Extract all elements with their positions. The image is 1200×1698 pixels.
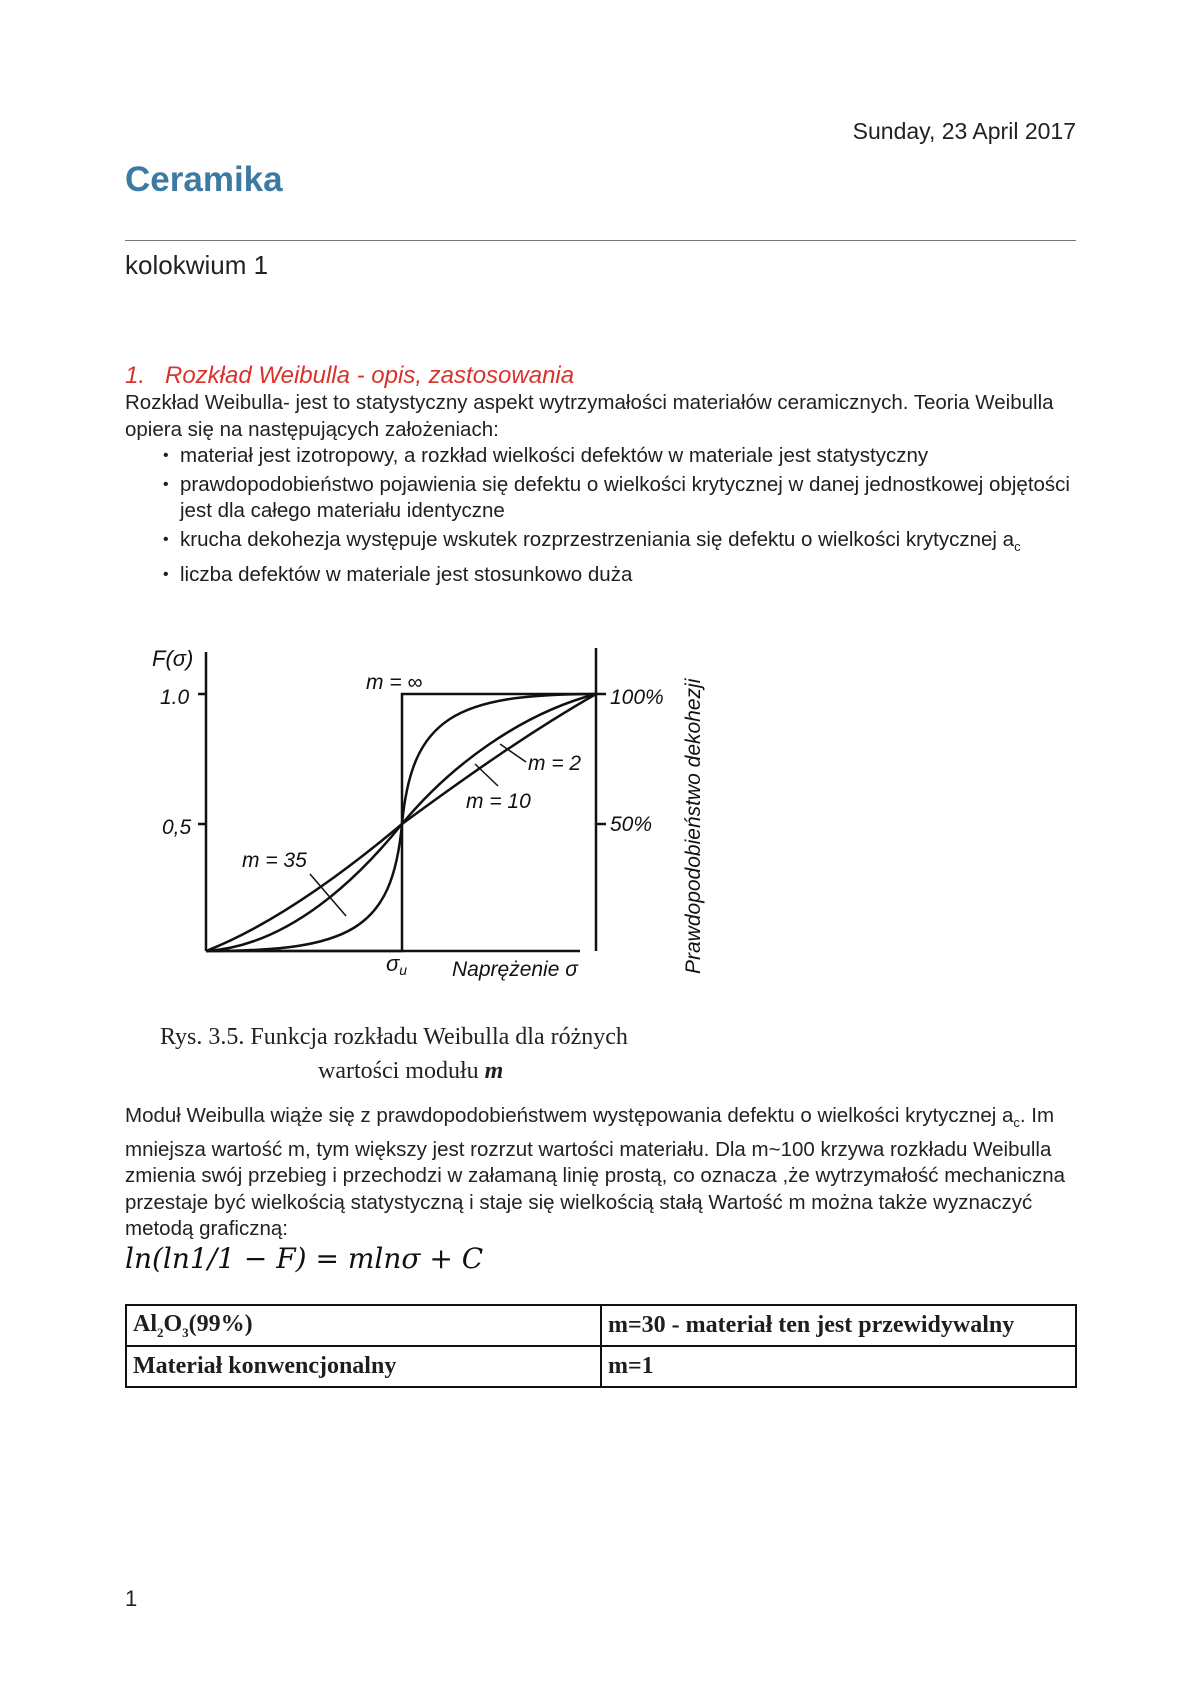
- right-tick-mid: 50%: [610, 813, 653, 836]
- sigma-u-label: σu: [386, 951, 408, 978]
- section-heading-text: Rozkład Weibulla - opis, zastosowania: [165, 362, 575, 389]
- list-item: • prawdopodobieństwo pojawienia się defektu o wielkości krytycznej w danej jednostkowej objętości jest dla całego materiału identyczne: [180, 472, 1080, 525]
- material-table: [125, 1304, 1077, 1388]
- weibull-modulus-paragraph: Moduł Weibulla wiąże się z prawdopodobieństwem występowania defektu o wielkości krytycznej $a_c$. Im mniejsza wartość m, tym większy jest rozrzut wartości materiału. Dla m~100 krzywa rozkładu Weibulla zmienia swój przebieg i przechodzi w załamaną linię prostą, co oznacza ,że wytrzymałość mechaniczna przestaje być wielkością statystyczną i staje się wielkością stałą Wartość m można także wyznaczyć metodą graficzną:: [125, 1104, 1065, 1241]
- leader-m10: [475, 764, 498, 786]
- assumptions-list: [180, 443, 1080, 591]
- subscript: c: [1014, 538, 1021, 554]
- weibull-formula: ln(ln1/1 − F) = mlnσ + C: [125, 1242, 484, 1275]
- page-number: 1: [125, 1586, 138, 1611]
- y-tick-top: 1.0: [160, 686, 190, 709]
- document-date: Sunday, 23 April 2017: [852, 118, 1076, 144]
- list-item: [180, 527, 1080, 561]
- table-cell-material: Materiał konwencjonalny: [126, 1346, 601, 1387]
- figure-caption: [160, 1020, 720, 1088]
- table-row: [126, 1305, 1076, 1346]
- curve-label-inf: m = ∞: [366, 671, 423, 694]
- curve-label-m2: m = 2: [528, 752, 582, 775]
- section-number: 1.: [125, 362, 146, 389]
- list-item-text: krucha dekohezja występuje wskutek rozprzestrzeniania się defektu o wielkości krytycznej a: [180, 527, 1015, 551]
- caption-line-1: Rys. 3.5. Funkcja rozkładu Weibulla dla różnych: [160, 1024, 628, 1050]
- intro-paragraph: Rozkład Weibulla- jest to statystyczny aspekt wytrzymałości materiałów ceramicznych. Teoria Weibulla opiera się na następujących założeniach:: [125, 391, 1054, 441]
- x-axis-label: Naprężenie σ: [452, 958, 578, 981]
- curve-label-m35: m = 35: [242, 849, 307, 872]
- list-item: • liczba defektów w materiale jest stosunkowo duża: [180, 562, 1080, 589]
- weibull-figure: [140, 626, 720, 996]
- right-tick-top: 100%: [610, 686, 664, 709]
- page-title: Ceramika: [125, 160, 283, 199]
- y-axis-label: F(σ): [152, 646, 194, 671]
- page-subtitle: kolokwium 1: [125, 250, 269, 280]
- title-divider: [125, 240, 1076, 241]
- section-heading: [125, 362, 574, 390]
- table-row: [126, 1346, 1076, 1387]
- list-item: • materiał jest izotropowy, a rozkład wielkości defektów w materiale jest statystyczny: [180, 443, 1080, 470]
- table-cell-value: m=1: [601, 1346, 1076, 1387]
- curve-label-m10: m = 10: [466, 790, 531, 813]
- table-cell-material: $Al_2O_3(99\%)$: [126, 1305, 601, 1346]
- right-axis-label: Prawdopodobieństwo dekohezji: [682, 678, 705, 974]
- y-tick-mid: 0,5: [162, 816, 192, 839]
- caption-line-2: wartości modułu m: [318, 1058, 504, 1084]
- table-cell-value: m=30 - materiał ten jest przewidywalny: [601, 1305, 1076, 1346]
